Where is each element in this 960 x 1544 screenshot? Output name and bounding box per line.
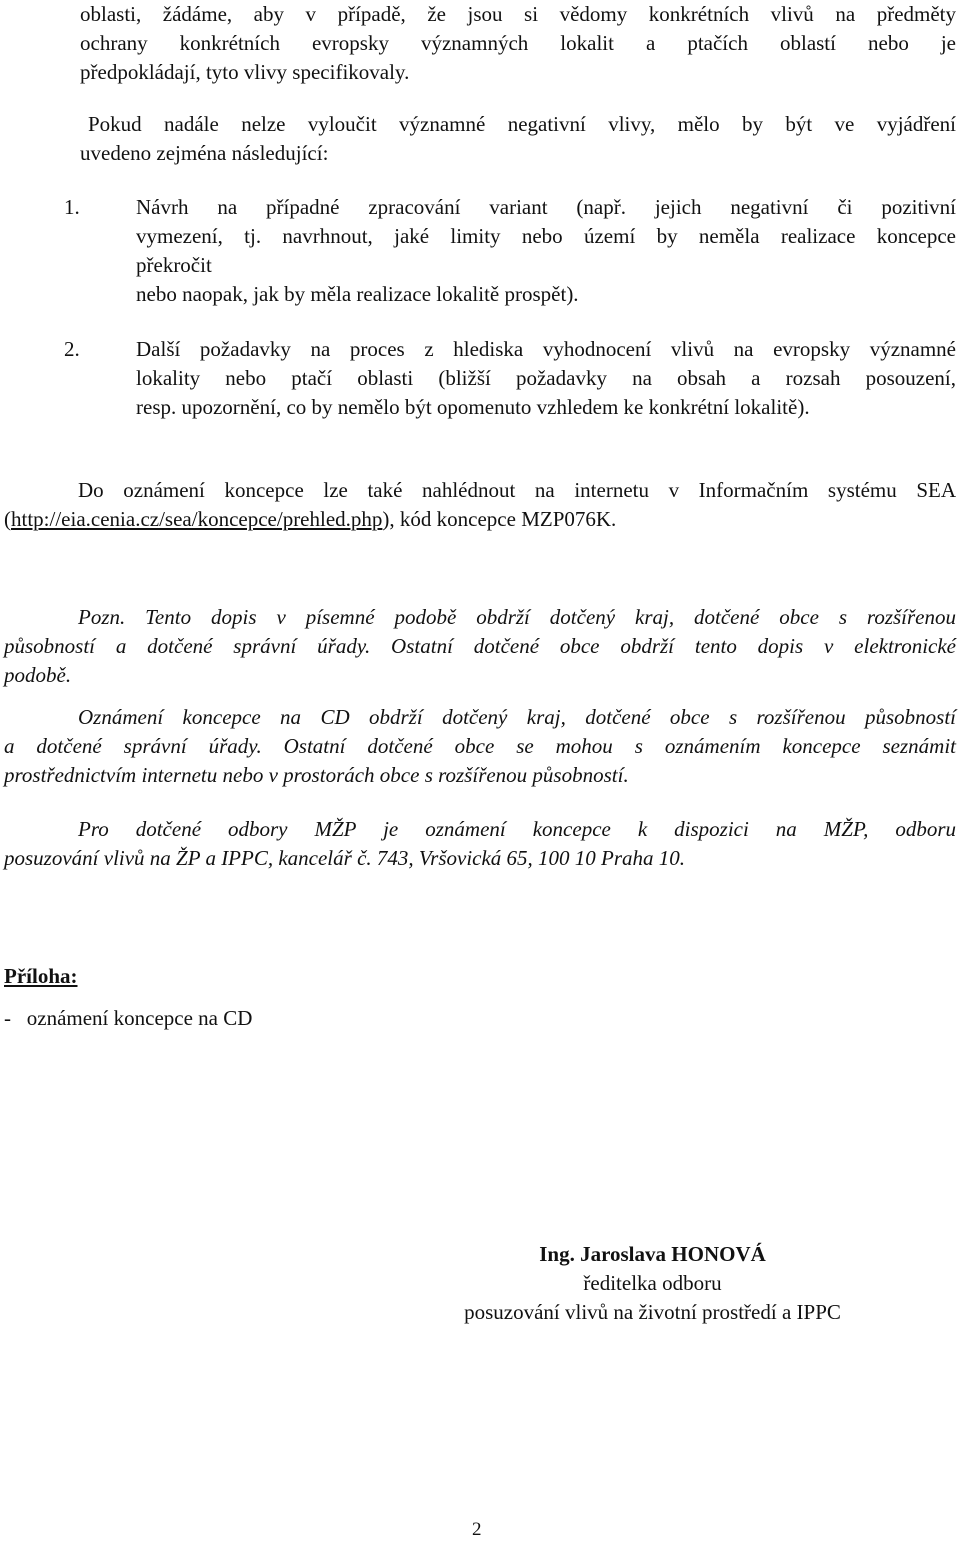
open-paren: ( bbox=[4, 507, 11, 531]
signature-title: ředitelka odboru bbox=[583, 1271, 722, 1295]
sea-link[interactable]: http://eia.cenia.cz/sea/koncepce/prehled.php bbox=[11, 507, 383, 531]
text-line: posuzování vlivů na ŽP a IPPC, kancelář č. 743, Vršovická 65, 100 10 Praha 10. bbox=[4, 846, 686, 870]
after-link-text: ), kód koncepce MZP076K. bbox=[382, 507, 617, 531]
signature-name: Ing. Jaroslava HONOVÁ bbox=[539, 1242, 766, 1266]
signature-block bbox=[400, 1240, 905, 1327]
text-line bbox=[4, 505, 956, 534]
page-number: 2 bbox=[472, 1519, 482, 1540]
text-line: podobě. bbox=[4, 663, 72, 687]
text-line: překročit bbox=[136, 253, 212, 277]
text-line: prostřednictvím internetu nebo v prostorách obce s rozšířenou působností. bbox=[4, 763, 629, 787]
intro-paragraph bbox=[80, 0, 956, 87]
list-item-number: 1. bbox=[64, 195, 80, 219]
text-line: předpokládají, tyto vlivy specifikovaly. bbox=[80, 60, 410, 84]
text-line: Oznámení koncepce na CD obdrží dotčený kraj, dotčené obce s rozšířenou působností bbox=[78, 705, 956, 729]
signature-dept: posuzování vlivů na životní prostředí a IPPC bbox=[464, 1300, 841, 1324]
text-line: uvedeno zejména následující: bbox=[80, 141, 329, 165]
pokud-paragraph bbox=[80, 110, 956, 168]
text-line: Další požadavky na proces z hlediska vyhodnocení vlivů na evropsky významné bbox=[136, 337, 956, 361]
text-line: Pozn. Tento dopis v písemné podobě obdrží dotčený kraj, dotčené obce s rozšířenou bbox=[78, 605, 956, 629]
text-line: vymezení, tj. navrhnout, jaké limity nebo území by neměla realizace koncepce bbox=[136, 224, 956, 248]
text-line: ochrany konkrétních evropsky významných lokalit a ptačích oblastí nebo je bbox=[80, 31, 956, 55]
text-line: nebo naopak, jak by měla realizace lokalitě prospět). bbox=[136, 282, 579, 306]
cd-paragraph bbox=[4, 703, 956, 790]
text-line: a dotčené správní úřady. Ostatní dotčené obce se mohou s oznámením koncepce seznámit bbox=[4, 734, 956, 758]
text-line: Pokud nadále nelze vyloučit významné negativní vlivy, mělo by být ve vyjádření bbox=[88, 112, 956, 136]
priloha-heading: Příloha: bbox=[4, 964, 78, 988]
text-line: resp. upozornění, co by nemělo být opomenuto vzhledem ke konkrétní lokalitě). bbox=[136, 395, 810, 419]
pozn-paragraph bbox=[4, 603, 956, 690]
list-item-number: 2. bbox=[64, 337, 80, 361]
text-line: oblasti, žádáme, aby v případě, že jsou si vědomy konkrétních vlivů na předměty bbox=[80, 2, 956, 26]
priloha-item: - oznámení koncepce na CD bbox=[4, 1006, 253, 1030]
text-line: Do oznámení koncepce lze také nahlédnout na internetu v Informačním systému SEA bbox=[78, 478, 956, 502]
notice-paragraph bbox=[4, 476, 956, 534]
mzp-paragraph bbox=[4, 815, 956, 873]
text-line: působností a dotčené správní úřady. Ostatní dotčené obce obdrží tento dopis v elektronické bbox=[4, 634, 956, 658]
text-line: lokality nebo ptačí oblasti (bližší požadavky na obsah a rozsah posouzení, bbox=[136, 366, 956, 390]
text-line: Pro dotčené odbory MŽP je oznámení koncepce k dispozici na MŽP, odboru bbox=[78, 817, 956, 841]
text-line: Návrh na případné zpracování variant (např. jejich negativní či pozitivní bbox=[136, 195, 956, 219]
